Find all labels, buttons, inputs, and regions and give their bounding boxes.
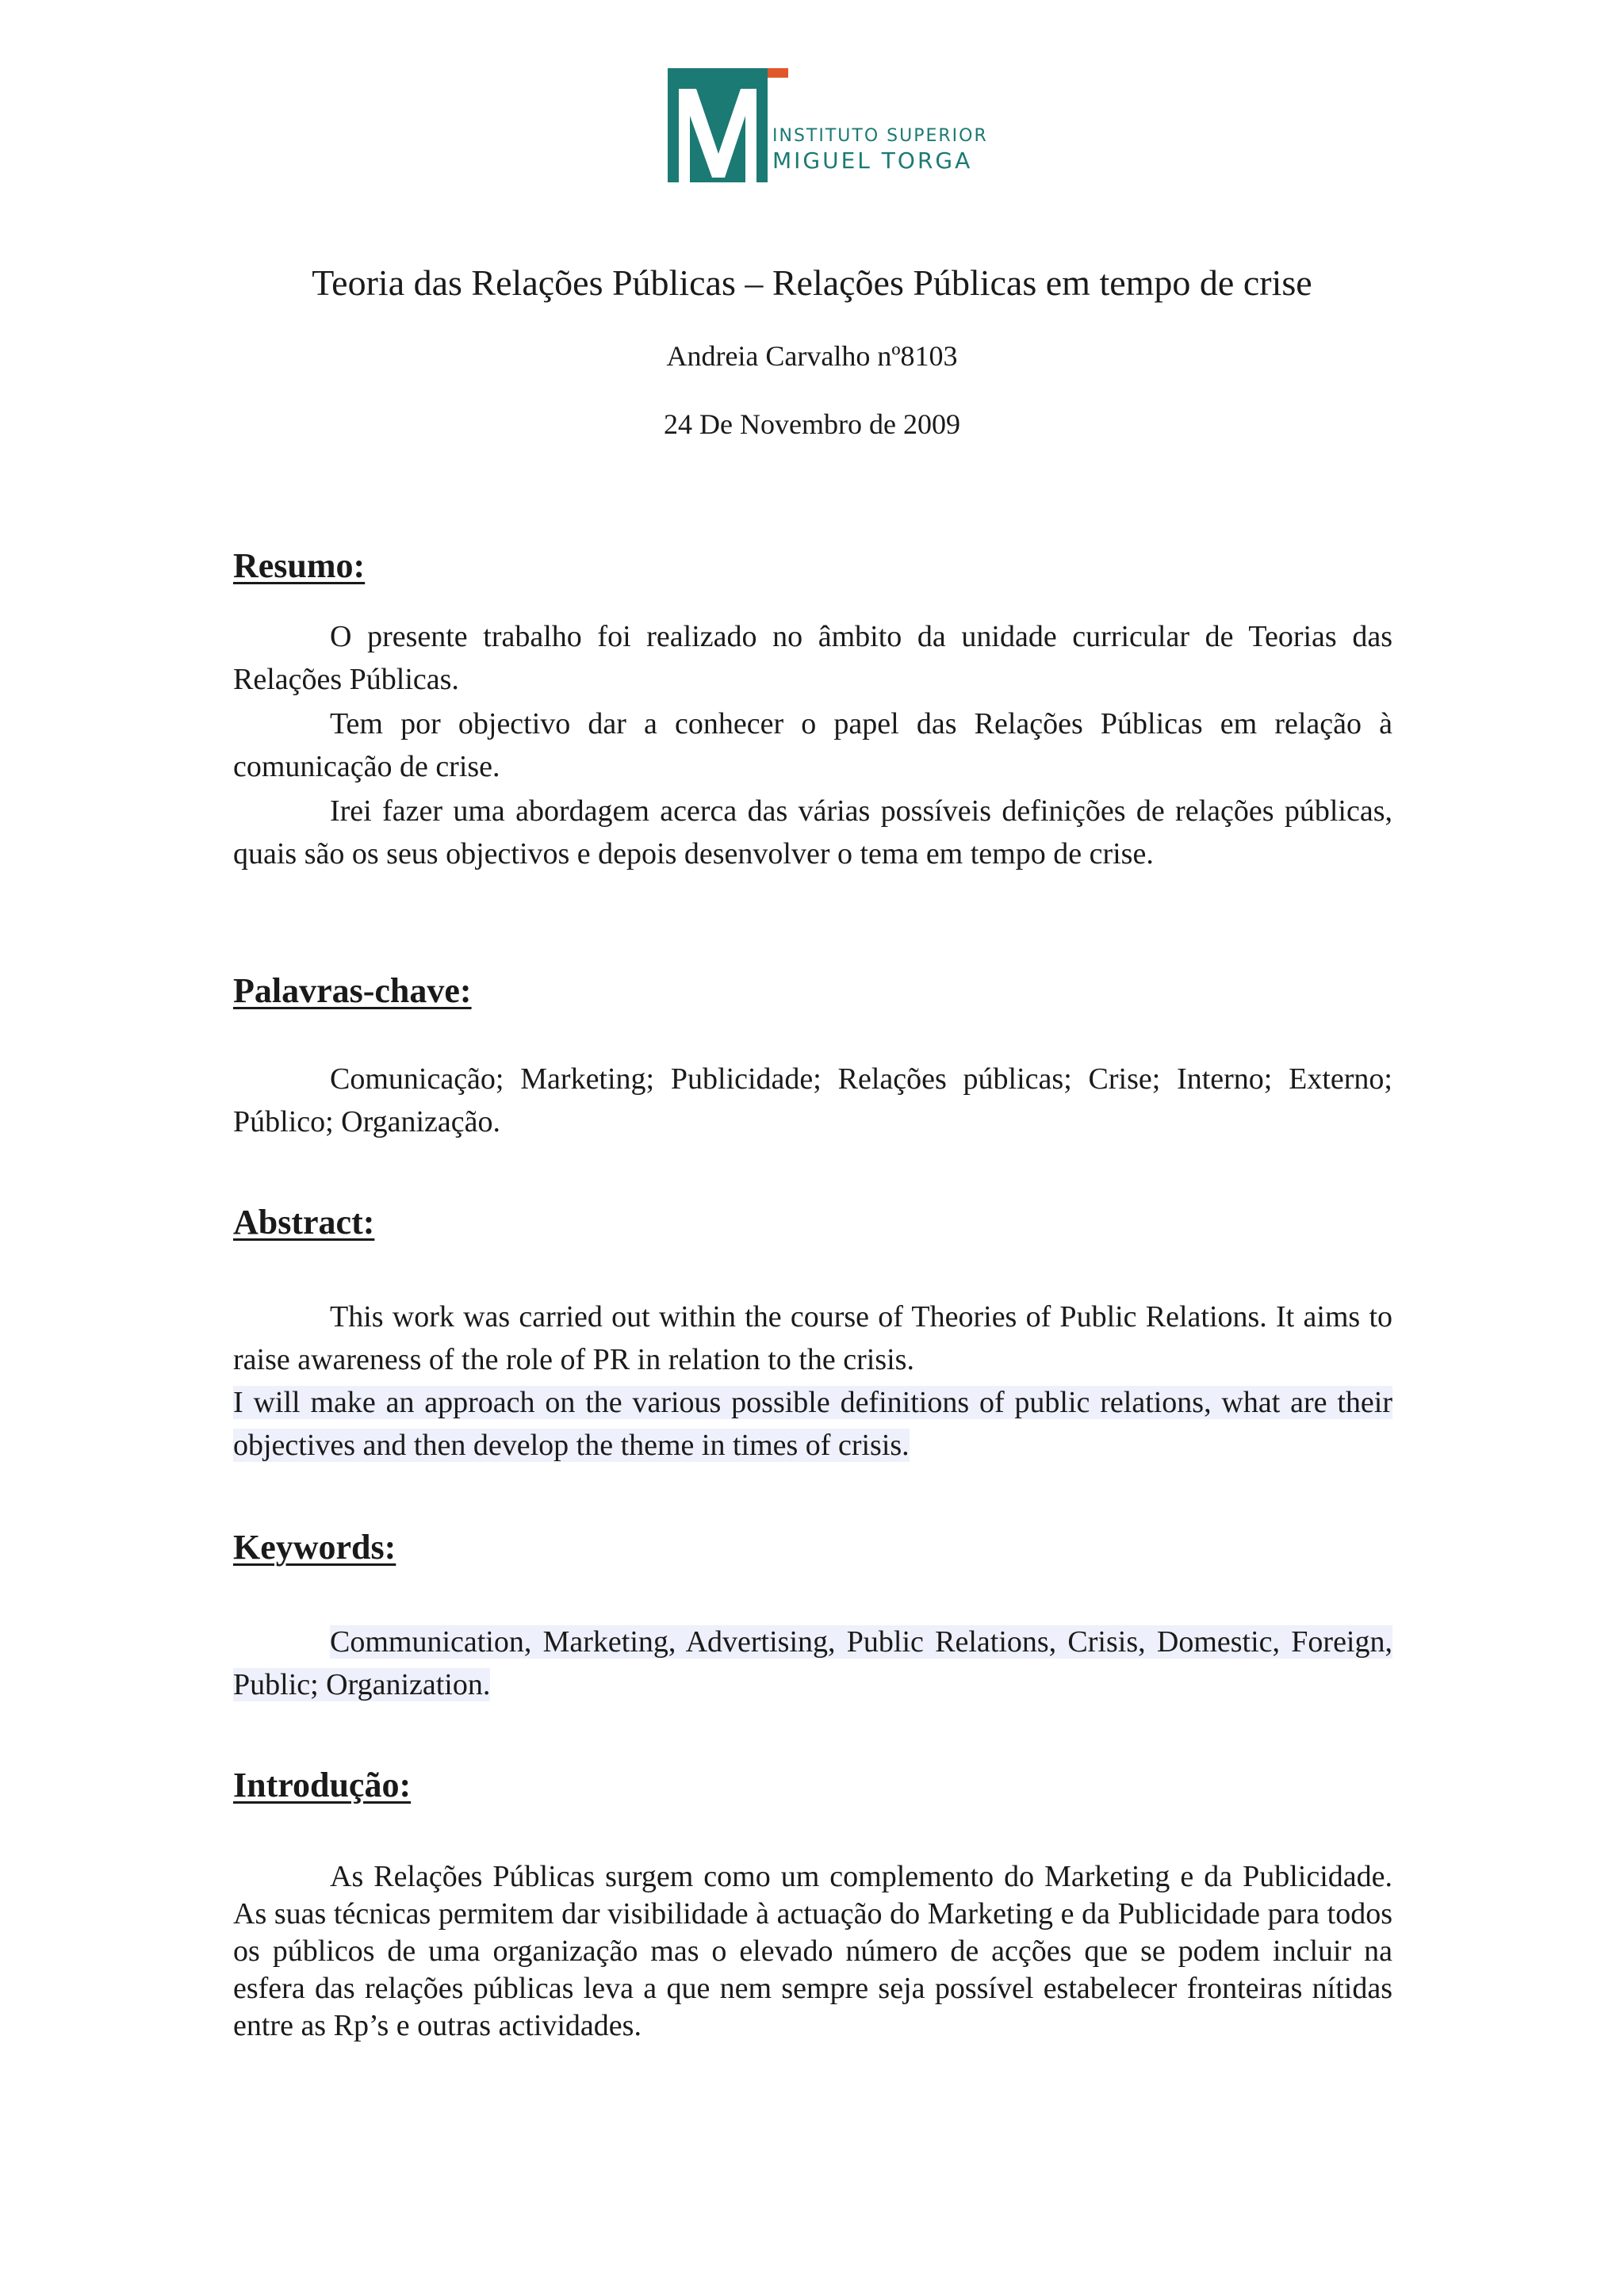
resumo-paragraph-3: Irei fazer uma abordagem acerca das várias possíveis definições de relações públicas, quais são os seus objectivos e depois desenvolver o tema em tempo de crise.	[233, 794, 1392, 871]
author-line: Andreia Carvalho nº8103	[666, 340, 958, 372]
heading-keywords: Keywords:	[233, 1528, 396, 1567]
abstract-paragraph-1: This work was carried out within the course of Theories of Public Relations. It aims to raise awareness of the role of PR in relation to the crisis.	[233, 1300, 1392, 1376]
date-line: 24 De Novembro de 2009	[664, 408, 960, 440]
keywords-text	[233, 1621, 1392, 1706]
highlighted-text: Communication, Marketing, Advertising, Public Relations, Crisis, Domestic, Foreign, Public; Organization.	[233, 1625, 1392, 1701]
document-title: Teoria das Relações Públicas – Relações Públicas em tempo de crise	[312, 262, 1312, 303]
institute-logo	[668, 67, 988, 186]
introducao-text: As Relações Públicas surgem como um complemento do Marketing e da Publicidade. As suas técnicas permitem dar visibilidade à actuação do Marketing e da Publicidade para todos os públicos de uma organização mas o elevado número de acções que se podem incluir na esfera das relações públicas leva a que nem sempre seja possível estabelecer fronteiras nítidas entre as Rp’s e outras actividades.	[233, 1860, 1392, 2042]
heading-introducao: Introdução:	[233, 1766, 412, 1804]
highlighted-text: I will make an approach on the various possible definitions of public relations, what are their objectives and then develop the theme in times of crisis.	[233, 1386, 1392, 1462]
abstract-paragraph-2	[233, 1381, 1392, 1467]
heading-resumo: Resumo:	[233, 546, 366, 585]
palavras-chave-text: Comunicação; Marketing; Publicidade; Relações públicas; Crise; Interno; Externo; Público; Organização.	[233, 1062, 1392, 1138]
logo-text-line2: MIGUEL TORGA	[772, 147, 973, 174]
logo-text-line1: INSTITUTO SUPERIOR	[772, 126, 988, 146]
heading-abstract: Abstract:	[233, 1203, 375, 1242]
heading-palavras-chave: Palavras-chave:	[233, 971, 472, 1010]
resumo-paragraph-2: Tem por objectivo dar a conhecer o papel das Relações Públicas em relação à comunicação de crise.	[233, 707, 1392, 783]
resumo-paragraph-1: O presente trabalho foi realizado no âmbito da unidade curricular de Teorias das Relações Públicas.	[233, 620, 1392, 696]
